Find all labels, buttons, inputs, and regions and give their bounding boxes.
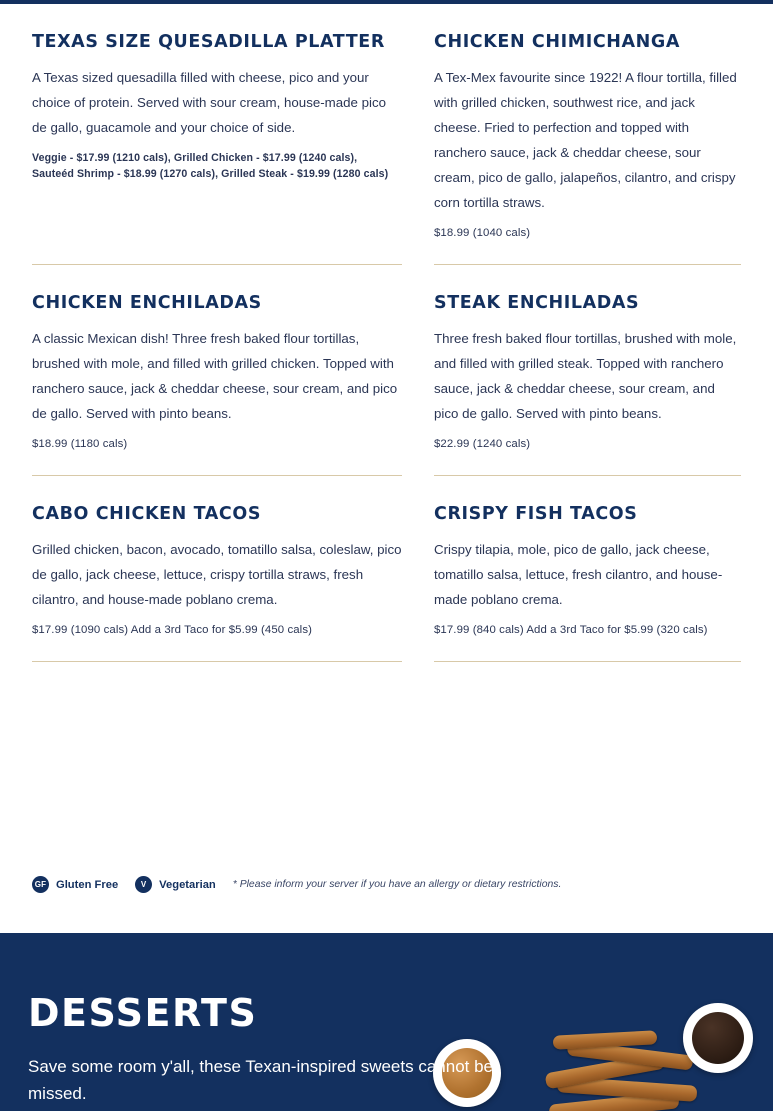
menu-item-description: Three fresh baked flour tortillas, brushed with mole, and filled with grilled steak. Topped with ranchero sauce, jack & cheddar cheese, sour cream, and pico de gallo. Served with pinto beans.	[434, 331, 737, 421]
menu-item-title: CABO CHICKEN TACOS	[32, 504, 262, 524]
dietary-legend	[32, 876, 561, 893]
menu-section	[0, 4, 773, 690]
menu-item-description: A Tex-Mex favourite since 1922! A flour tortilla, filled with grilled chicken, southwest rice, and jack cheese. Fried to perfection and topped with ranchero sauce, jack & cheddar cheese, sour cream, pico de gallo, jalapeños, cilantro, and crispy corn tortilla straws.	[434, 70, 737, 210]
menu-item-description: A Texas sized quesadilla filled with cheese, pico and your choice of protein. Served with sour cream, house-made pico de gallo, guacamole and your choice of side.	[32, 70, 387, 135]
menu-item-description: A classic Mexican dish! Three fresh baked flour tortillas, brushed with mole, and filled with grilled chicken. Topped with ranchero sauce, jack & cheddar cheese, sour cream, and pico de gallo. Served with pinto beans.	[32, 331, 398, 421]
menu-item-description: Crispy tilapia, mole, pico de gallo, jack cheese, tomatillo salsa, lettuce, fresh cilantro, and house-made poblano crema.	[434, 542, 723, 607]
menu-item-chicken-chimichanga	[434, 32, 741, 265]
vegetarian-icon: V	[135, 876, 152, 893]
menu-item-price: $18.99 (1180 cals)	[32, 438, 128, 450]
desserts-title: DESSERTS	[28, 991, 258, 1035]
menu-item-price: $18.99 (1040 cals)	[434, 227, 531, 239]
menu-item-price: Veggie - $17.99 (1210 cals), Grilled Chicken - $17.99 (1240 cals), Sauteéd Shrimp - $18.99 (1270 cals), Grilled Steak - $19.99 (1280 cals)	[32, 152, 389, 180]
menu-item-title: CRISPY FISH TACOS	[434, 504, 638, 524]
menu-item-price: $17.99 (1090 cals) Add a 3rd Taco for $5.99 (450 cals)	[32, 624, 313, 636]
menu-item-title: STEAK ENCHILADAS	[434, 293, 640, 313]
desserts-text-block	[0, 933, 773, 1107]
menu-item-description: Grilled chicken, bacon, avocado, tomatillo salsa, coleslaw, pico de gallo, jack cheese, lettuce, crispy tortilla straws, fresh cilantro, and house-made poblano crema.	[32, 542, 402, 607]
menu-item-title: TEXAS SIZE QUESADILLA PLATTER	[32, 32, 385, 52]
menu-item-texas-size-quesadilla-platter	[32, 32, 402, 265]
desserts-subtitle: Save some room y'all, these Texan-inspired sweets cannot be missed.	[28, 1057, 494, 1103]
menu-item-steak-enchiladas	[434, 293, 741, 476]
menu-item-title: CHICKEN CHIMICHANGA	[434, 32, 681, 52]
vegetarian-label: Vegetarian	[159, 878, 216, 891]
menu-item-chicken-enchiladas	[32, 293, 402, 476]
gluten-free-label: Gluten Free	[56, 878, 119, 891]
desserts-banner	[0, 933, 773, 1111]
gluten-free-icon: GF	[32, 876, 49, 893]
menu-item-crispy-fish-tacos	[434, 504, 741, 662]
menu-grid	[32, 32, 741, 690]
menu-item-cabo-chicken-tacos	[32, 504, 402, 662]
menu-item-title: CHICKEN ENCHILADAS	[32, 293, 262, 313]
allergy-note: * Please inform your server if you have an allergy or dietary restrictions.	[232, 879, 562, 890]
menu-item-price: $17.99 (840 cals) Add a 3rd Taco for $5.99 (320 cals)	[434, 624, 708, 636]
menu-item-price: $22.99 (1240 cals)	[434, 438, 531, 450]
